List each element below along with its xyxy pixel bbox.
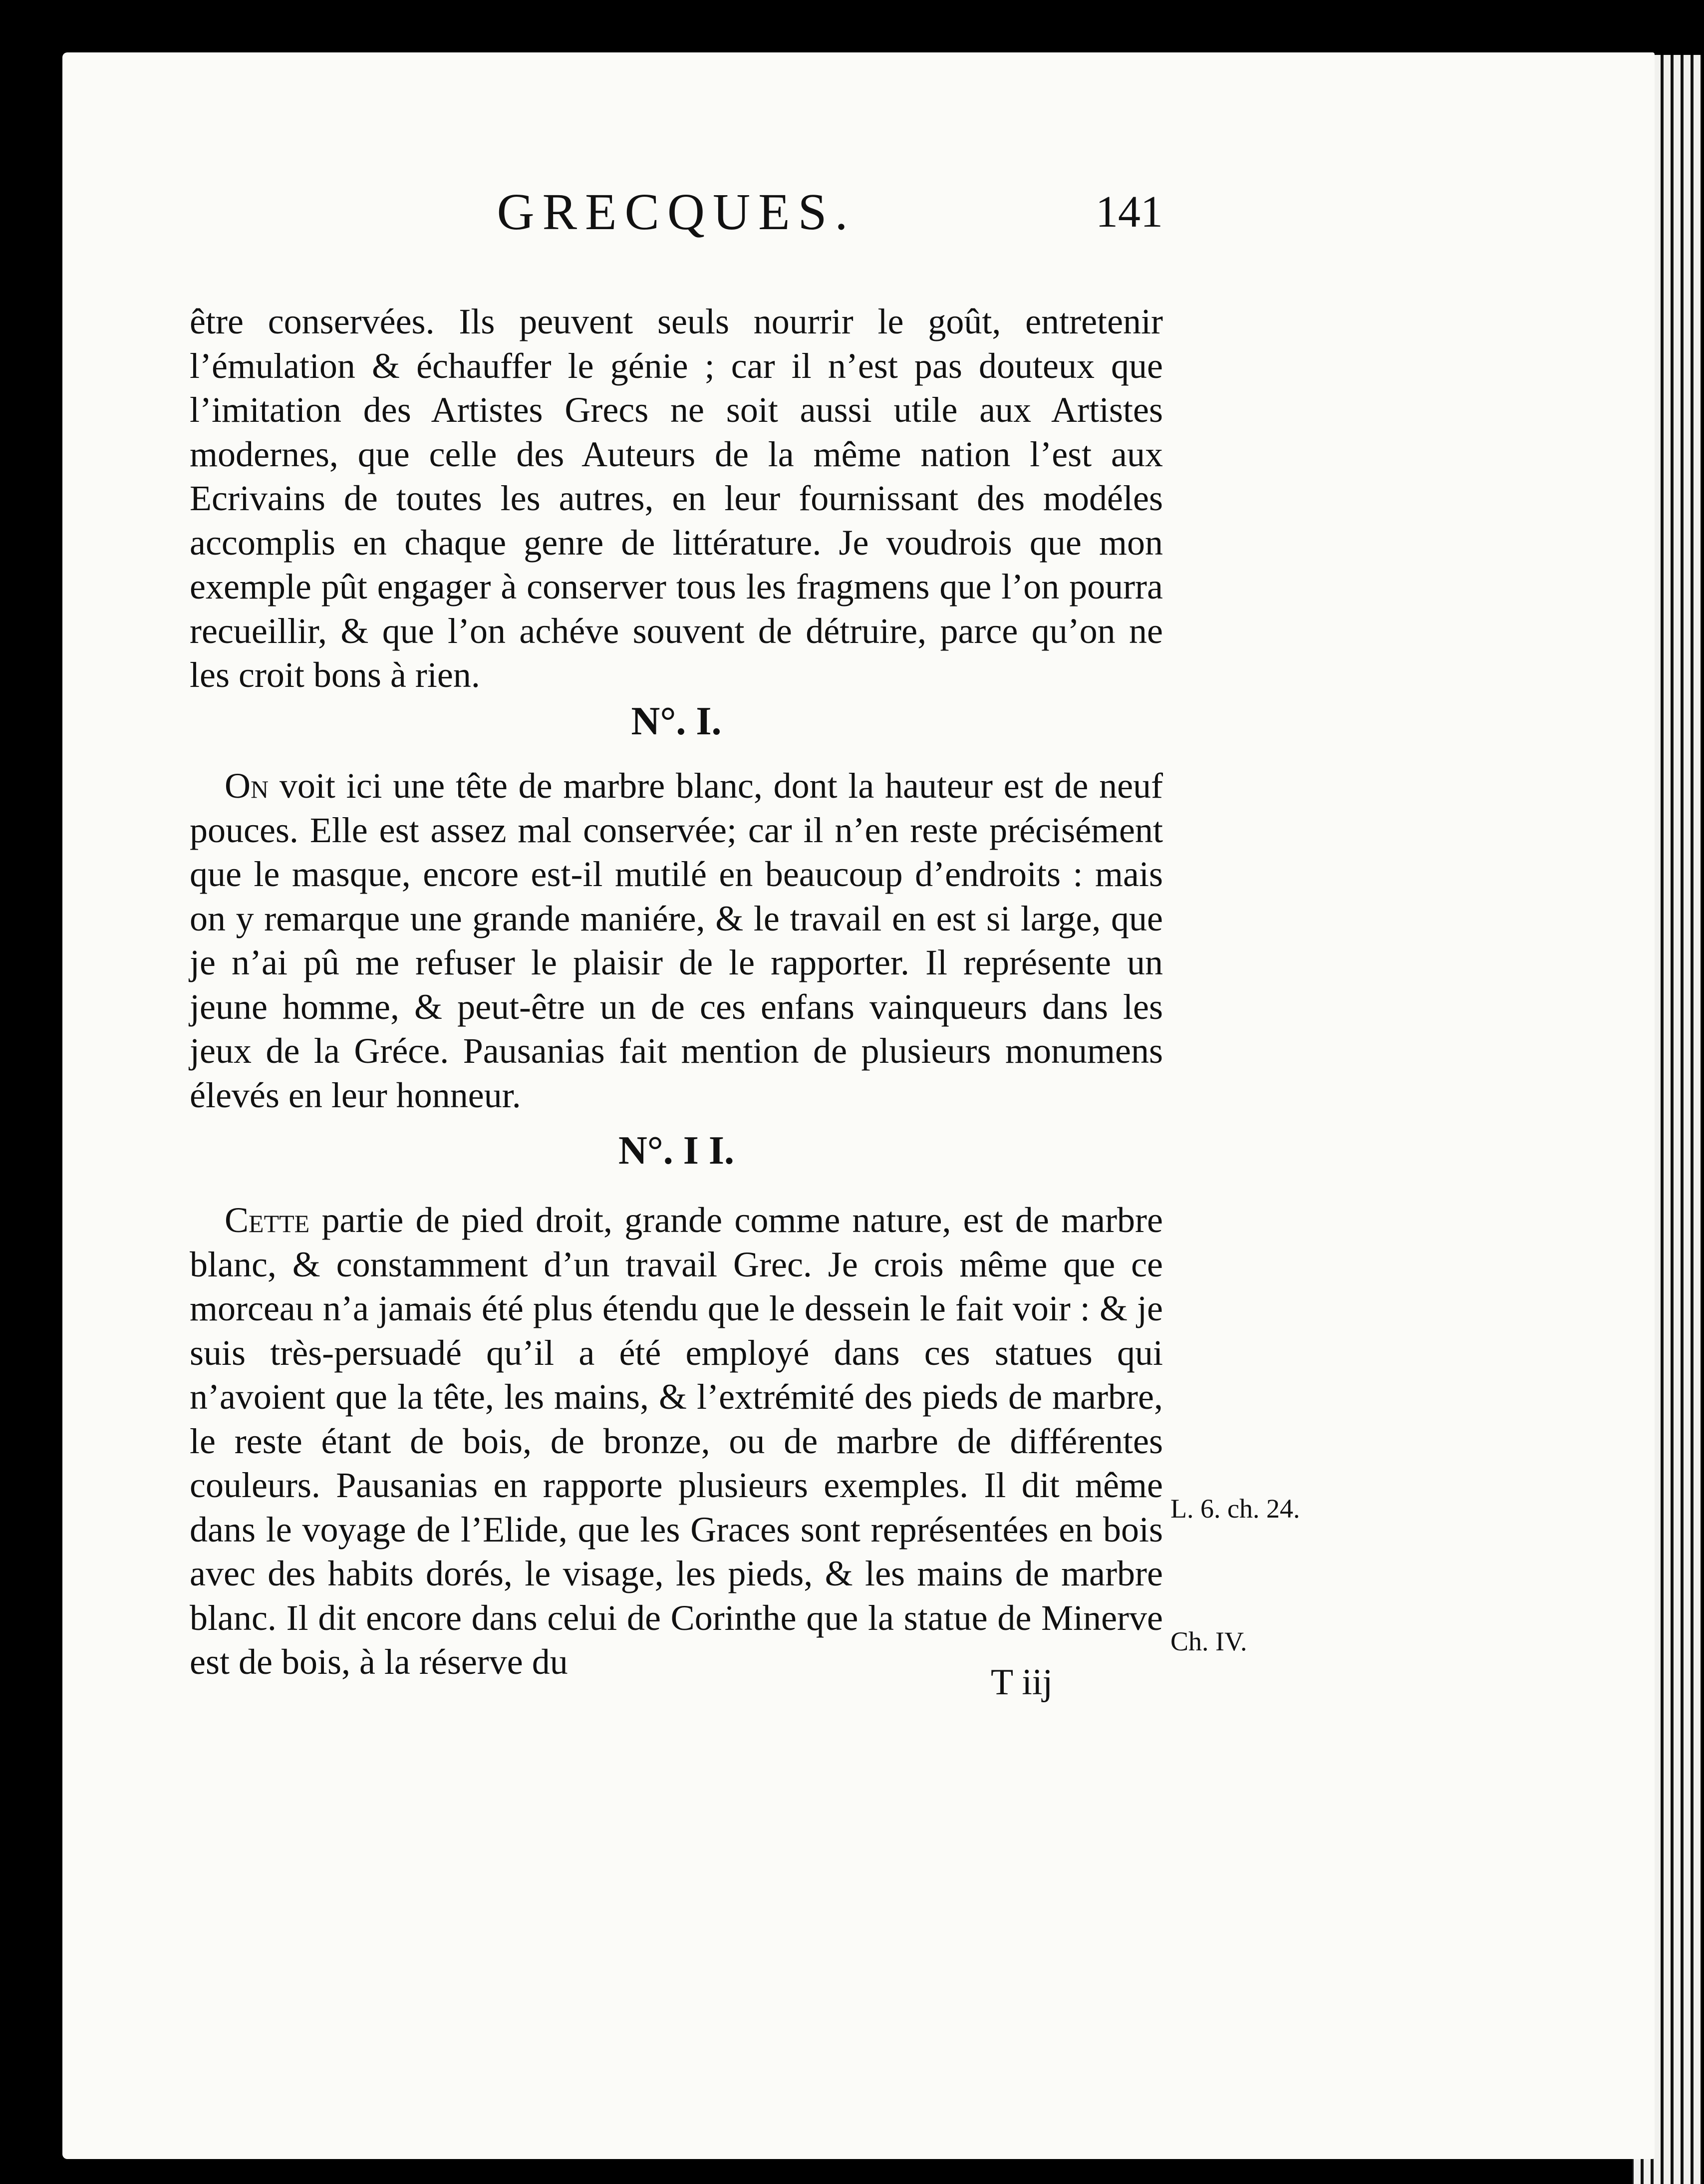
section-heading-1: N°. I. [631, 699, 722, 743]
section-heading-2: N°. I I. [618, 1129, 735, 1173]
page-edge [1682, 55, 1692, 2184]
section-1-text: voit ici une tête de marbre blanc, dont la hauteur est de neuf pouces. Elle est assez mal conservée; car il n’en reste précisément que le masque, encore est-il mutilé en beaucoup d’endroits : mais on y remarque une grande maniére, & le travail en est si large, que je n’ai pû me refuser le plaisir de le rapporter. Il représente un jeune homme, & peut-être un de ces enfans vainqueurs dans les jeux de la Gréce. Pausanias fait mention de plusieurs monumens élevés en leur honneur. [190, 766, 1163, 1115]
paragraph-section-1 [190, 764, 1163, 1117]
running-title: GRECQUES. [497, 183, 856, 241]
page-edge [1672, 55, 1682, 2184]
page-number: 141 [1096, 187, 1163, 237]
page-edge [1662, 55, 1672, 2184]
running-header [190, 180, 1163, 245]
paragraph-intro: être conservées. Ils peuvent seuls nourrir le goût, entretenir l’émulation & échauffer le génie ; car il n’est pas douteux que l’imitation des Artistes Grecs ne soit aussi utile aux Artistes modernes, que celle des Auteurs de la même nation l’est aux Ecrivains de toutes les autres, en leur fournissant des modéles accomplis en chaque genre de littérature. Je voudrois que mon exemple pût engager à conserver tous les fragmens que l’on pourra recueillir, & que l’on achéve souvent de détruire, parce qu’on ne les croit bons à rien. [190, 302, 1163, 695]
signature-mark: T iij [991, 1662, 1053, 1703]
page-edge [1692, 55, 1702, 2184]
margin-note-2: Ch. IV. [1170, 1626, 1247, 1656]
section-2-lead-word: Cette [225, 1200, 310, 1240]
section-2-text: partie de pied droit, grande comme nature, est de marbre blanc, & constamment d’un travail Grec. Je crois même que ce morceau n’a jamais été plus étendu que le dessein le fait voir : & je suis très-persuadé qu’il a été employé dans ces statues qui n’avoient que la tête, les mains, & l’extrémité des pieds de marbre, le reste étant de bois, de bronze, ou de marbre de différentes couleurs. Pausanias en rapporte plusieurs exemples. Il dit même dans le voyage de l’Elide, que les Graces sont représentées en bois avec des habits dorés, le visage, les pieds, & les mains de marbre blanc. Il dit encore dans celui de Corinthe que la statue de Minerve est de bois, à la réserve du [190, 1200, 1163, 1682]
paragraph-section-2 [190, 1198, 1163, 1684]
margin-note-1: L. 6. ch. 24. [1170, 1494, 1300, 1524]
section-1-lead-word: On [225, 766, 269, 806]
